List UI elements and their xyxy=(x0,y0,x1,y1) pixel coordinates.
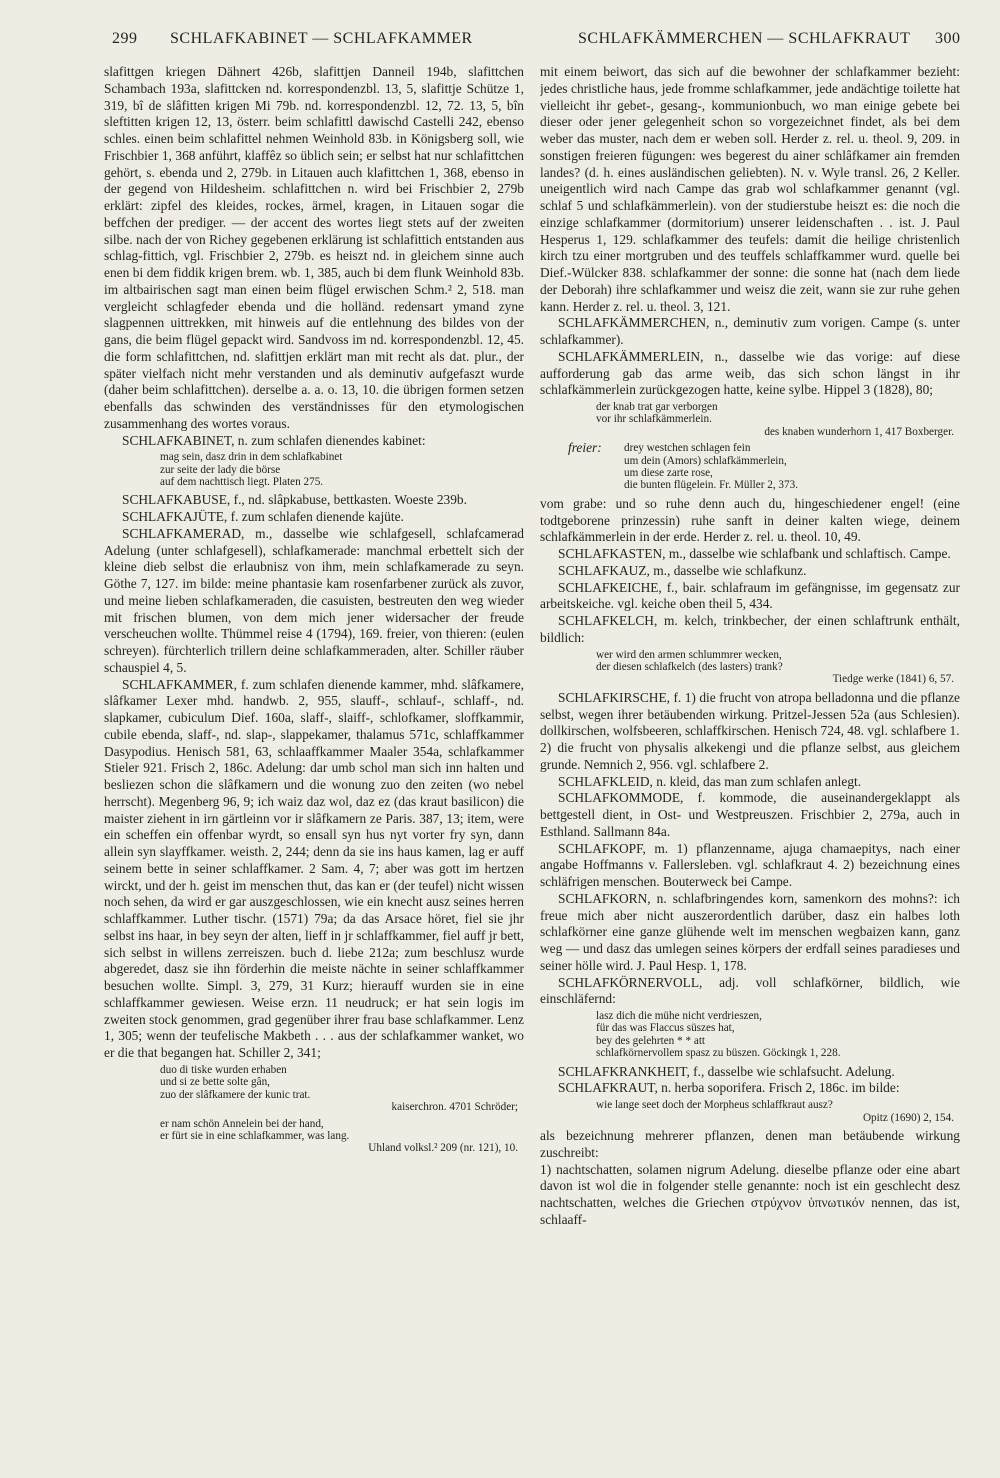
left-page-number: 299 xyxy=(112,30,138,47)
quote-line: wer wird den armen schlummrer wecken, xyxy=(596,648,782,661)
quote-line: duo di tiske wurden erhaben xyxy=(160,1063,287,1076)
entry-paragraph: vom grabe: und so ruhe denn auch du, hingeschiedener engel! (eine todtgeborene prinzessin) ruhe sanft in deiner kalten wiege, deinem schlafkämmerlein in der erde. Herder z. rel. u. theol. 10, 49. xyxy=(540,495,960,545)
quote-line: er nam schön Annelein bei der hand, xyxy=(160,1117,324,1130)
entry-paragraph: als bezeichnung mehrerer pflanzen, denen man betäubende wirkung zuschreibt: xyxy=(540,1128,960,1160)
quote-line: bey des gelehrten * * att xyxy=(596,1034,706,1047)
dictionary-entry: SCHLAFKELCH, m. kelch, trinkbecher, der einen schlaftrunk enthält, bildlich: xyxy=(540,613,960,645)
left-running-head: SCHLAFKABINET — SCHLAFKAMMER xyxy=(170,30,473,47)
quote-source: kaiserchron. 4701 Schröder; xyxy=(391,1101,518,1114)
quote-line: die bunten flügelein. Fr. Müller 2, 373. xyxy=(624,479,799,492)
dictionary-entry: SCHLAFKABUSE, f., nd. slâpkabuse, bettkasten. Woeste 239b. xyxy=(122,492,467,508)
dictionary-entry: SCHLAFKRANKHEIT, f., dasselbe wie schlafsucht. Adelung. xyxy=(558,1063,895,1079)
quote-label: freier: xyxy=(568,440,602,456)
page-header xyxy=(0,30,1000,54)
quote-line: wie lange seet doch der Morpheus schlaffkraut ausz? xyxy=(596,1099,833,1112)
dictionary-entry: SCHLAFKÄMMERCHEN, n., deminutiv zum vorigen. Campe (s. unter schlafkammer). xyxy=(540,315,960,347)
quote-source: Tiedge werke (1841) 6, 57. xyxy=(832,673,954,686)
verse-quote xyxy=(596,1099,960,1124)
dictionary-entry: SCHLAFKÄMMERLEIN, n., dasselbe wie das vorige: auf diese aufforderung gab das arme weib, das sich schon längst in ihr schlafkämmerlein zurückgezogen hatte, keine sylbe. Hippel 3 (1828), 80; xyxy=(540,348,960,398)
entry-paragraph: mit einem beiwort, das sich auf die bewohner der schlafkammer bezieht: jedes christliche haus, jede fromme schlafkammer, jede andächtige toilette hat vielleicht ihr gebet-, gesang-, kommunionbuch, wo man einige gebete bei dieser oder jener gelegenheit schon so vorgezeichnet findet, als bei dem weber das muster, nach dem er weben soll. Herder z. rel. u. theol. 9, 209. in sonstigen freieren fügungen: wes begerest du ainer schlâfkamer ain fremden landes? (d. h. eines ausländischen geliebten). N. v. Wyle transl. 26, 2 Keller. uneigentlich wird nach Campe das grab wol schlafkammer genannt (vgl. schlaf 5 und schlafkämmerlein). von der studierstube heiszt es: die noch die einzige schlafkammer (dormitorium) unserer leidenschaften . . ist. J. Paul Hesperus 1, 129. schlafkammer des teufels: damit die heilige christenlich kirch tzu einer mortgruben und des teuffels schlaffkammer wurd. quelle bei Dief.-Wülcker 838. schlafkammer der sonne: die sonne hat (nach dem liede der Deborah) ihre schlafkammer und weisz die zeit, wann sie zur ruhe gehen kann. Herder z. rel. u. theol. 3, 121. xyxy=(540,64,960,314)
dictionary-entry: SCHLAFKABINET, n. zum schlafen dienendes kabinet: xyxy=(122,432,426,448)
dictionary-entry: SCHLAFKOPF, m. 1) pflanzenname, ajuga chamaepitys, nach einer angabe Hoffmanns v. Fallersleben. vgl. schlafkraut 4. 2) bezeichnung eines schläfrigen menschen. Bouterweck bei Campe. xyxy=(540,840,960,890)
right-column xyxy=(540,64,960,1464)
quote-line: lasz dich die mühe nicht verdrieszen, xyxy=(596,1010,762,1023)
verse-quote xyxy=(160,451,524,488)
quote-line: für das was Flaccus süszes hat, xyxy=(596,1022,735,1035)
quote-source: Opitz (1690) 2, 154. xyxy=(862,1111,954,1124)
dictionary-entry: SCHLAFKOMMODE, f. kommode, die auseinandergeklappt als bettgestell dient, in Ost- und Westpreuszen. Frischbier 2, 279a, auch in Esthland. Sallmann 84a. xyxy=(540,790,960,839)
quote-line: vor ihr schlafkämmerlein. xyxy=(596,413,712,426)
verse-quote xyxy=(596,1010,960,1060)
verse-quote xyxy=(596,401,960,438)
quote-line: und si ze bette solte gân, xyxy=(160,1076,270,1089)
entry-paragraph: slafittgen kriegen Dähnert 426b, slafittjen Danneil 194b, slafittchen Schambach 193a, slafittcken nd. korrespondenzbl. 13, 5, slafittje Schütze 1, 319, bî de slâfitten krigen Mi 79b. nd. korrespondenzbl. 12, 72. 13, 5, bîn sleftitten krigen 12, 13, österr. beim schlafittl dawischd Castelli 242, ebenso schles. einen beim schlafittel nehmen Weinhold 83b. in Königsberg soll, wie Frischbier 1, 368 anführt, klaffêz so üblich sein; er selbst hat nur schlafittchen gehört, s. ebenda und 2, 279b. in Litauen auch klafittchen 1, 368, ebenso in der gegend von Hildesheim. schlafittchen n. wird bei Frischbier 2, 279b erklärt: zipfel des kleides, rockes, ärmel, kragen, in Litauen sogar die beffchen der prediger. — der accent des wortes liegt stets auf der zweiten silbe. nach der von Richey gegebenen erklärung ist schlafittich entstanden aus schlag-fittich, vgl. Frischbier 2, 279b. es heiszt nd. in gleichem sinne auch enen bi dem fiddik krigen brem. wb. 1, 385, auch bi dem flunk Weinhold 83b. im altbairischen sagt man einen beim flügel erwischen Schm.² 2, 518. man vergleicht schlagfeder ebenda und die holländ. redensart ymand zyne slagpennen uittrekken, mit hinweis auf die entlehnung des bildes von der gans, die beim flügel gepackt wird. Sandvoss im nd. korrespondenzbl. 12, 45. die form schlafittchen, nd. slafittjen erklärt man mit recht als dat. plur., der später vielfach nicht mehr verstanden und als deminutiv aufgefaszt wurde (daher beim schlafittchen). derselbe a. a. o. 13, 10. die übrigen formen setzen ebenfalls das schwinden des verständnisses für den etymologischen zusammenhang des wortes voraus. xyxy=(104,64,524,431)
quote-line: zur seite der lady die börse xyxy=(160,463,281,476)
quote-source: des knaben wunderhorn 1, 417 Boxberger. xyxy=(764,425,954,438)
dictionary-entry: SCHLAFKLEID, n. kleid, das man zum schlafen anlegt. xyxy=(558,773,862,789)
quote-line: zuo der slâfkamere der kunic trat. xyxy=(160,1088,311,1101)
dictionary-entry: SCHLAFKRAUT, n. herba soporifera. Frisch 2, 186c. im bilde: xyxy=(558,1080,900,1096)
quote-line: schlafkörnervollem spasz zu büszen. Göckingk 1, 228. xyxy=(596,1047,841,1060)
left-column xyxy=(104,64,524,1464)
dictionary-entry: SCHLAFKASTEN, m., dasselbe wie schlafbank und schlaftisch. Campe. xyxy=(558,546,951,562)
dictionary-entry: SCHLAFKORN, n. schlafbringendes korn, samenkorn des mohns?: ich freue mich aber nicht auszerordentlich darüber, dasz ein halbes loth schlafkörner eine ganze glühende welt im menschen wegbaizen kann, ganz weg — und dasz das umlegen seines körpers der erdfall seines paradieses und seiner hölle wird. J. Paul Hesp. 1, 178. xyxy=(540,890,960,973)
quote-line: der knab trat gar verborgen xyxy=(596,401,718,413)
dictionary-entry: SCHLAFKAJÜTE, f. zum schlafen dienende kajüte. xyxy=(122,509,404,525)
verse-quote xyxy=(160,1064,524,1114)
quote-line: er fürt sie in eine schlafkammer, was lang. xyxy=(160,1130,350,1142)
right-page-number: 300 xyxy=(935,30,961,47)
verse-quote xyxy=(596,649,960,686)
quote-line: auf dem nachttisch liegt. Platen 275. xyxy=(160,476,324,489)
dictionary-entry: SCHLAFKAMMER, f. zum schlafen dienende kammer, mhd. slâfkamere, slâfkamer Lexer mhd. handwb. 2, 955, slauff-, schlauf-, schlaff-, nd. slapkamer, cubiculum Dief. 160a, slaff-, slaiff-, schlofkamer, sloffkammir, cubile ebenda, slaff-, nd. slap-, slappekamer, thalamus 571c, schlaffkammer Dasypodius. Henisch 581, 63, schlaaffkammer Maaler 354a, schlafkammer Stieler 921. Frisch 2, 186c. Adelung: dar umb schol man sich inn halten und besliezen schon die slâfkamern und die wonung zuo den zeiten (wo nebel herrscht). Megenberg 96, 9; ich waiz daz wol, daz ez (das kraut basilicon) die maister ziehent in irn gärtleinn vor ir slâfkamern ze Paris. 387, 13; item, were ein scheffen ein offenbar wyrdt, so ensall syn hus nyt vorter fry syn, dann allein syn slayffkamer. weisth. 2, 244; denn da sie ins haus kamen, lag er auff seinem bette in seiner schlaffkamer. 2 Sam. 4, 7; aber was gott im hertzen wirckt, und der h. geist im menschen thut, das kan er (der teufel) nicht wissen noch sehen, da wird er gar auszgeschlossen, wie ein knecht ausz seines herren schlaffkammer. Luther tischr. (1571) 79a; da das Arsace höret, fiel sie jhr selbst ins haar, in bey seyn der alten, lieff in jr schlaffkammer, fiel auff jr bett, sich selbst in willens zerreiszen. buch d. liebe 212a; zum beschlusz wurde abgeredet, dasz sie ihn förderhin die meiste nächte in seiner schlaffkammer besuchen wollte. Simpl. 3, 279, 31 Kurz; hierauff wurden sie in eine schlaffkammer gewiesen. Weise erzn. 11 neudruck; er hat sein logis im zweiten stock genommen, grad gegenüber ihrer frau base schlafkammer. Lenz 1, 305; wenn der teufelische Makbeth . . . aus der schlafkammer wanket, wo er die that begangen hat. Schiller 2, 341; xyxy=(104,676,524,1061)
dictionary-entry: SCHLAFKAUZ, m., dasselbe wie schlafkunz. xyxy=(558,562,807,578)
entry-paragraph: 1) nachtschatten, solamen nigrum Adelung. dieselbe pflanze oder eine abart davon ist wol die in folgender stelle genannte: noch ist ein geschlecht desz nachtschatten, welches die Griechen στρύχνον ὑπνωτικόν nennen, das ist, schlaaff- xyxy=(540,1161,960,1227)
verse-quote xyxy=(568,440,960,492)
dictionary-entry: SCHLAFKEICHE, f., bair. schlafraum im gefängnisse, im gegensatz zur arbeitskeiche. vgl. keiche oben theil 5, 434. xyxy=(540,579,960,612)
quote-line: drey westchen schlagen fein xyxy=(624,442,751,455)
verse-quote xyxy=(160,1118,524,1155)
dictionary-entry: SCHLAFKIRSCHE, f. 1) die frucht von atropa belladonna und die pflanze selbst, wegen ihrer betäubenden wirkung. Pritzel-Jessen 52a (aus Schlesien). dollkirschen, wolfsbeeren, schlaffkirschen. Henisch 724, 48. vgl. schlafbere 1. xyxy=(540,689,960,739)
dictionary-entry: SCHLAFKÖRNERVOLL, adj. voll schlafkörner, bildlich, wie einschläfernd: xyxy=(540,974,960,1007)
quote-source: Uhland volksl.² 209 (nr. 121), 10. xyxy=(368,1142,518,1155)
quote-line: der diesen schlafkelch (des lasters) trank? xyxy=(596,661,783,673)
quote-line: mag sein, dasz drin in dem schlafkabinet xyxy=(160,451,343,464)
quote-line: um dein (Amors) schlafkämmerlein, xyxy=(624,454,787,467)
right-running-head: SCHLAFKÄMMERCHEN — SCHLAFKRAUT xyxy=(578,30,911,47)
dictionary-entry: SCHLAFKAMERAD, m., dasselbe wie schlafgesell, schlafcamerad Adelung (unter schlafgesell), schlafkamerade: manchmal erbettelt sich der kleine dieb selbst die erlaubnisz von ihm, mein schlafkamerade zu seyn. Göthe 7, 127. im bilde: meine phantasie kam rosenfarbener zurück als zuvor, und meine lieben schlafkameraden, die casuisten, bestreuten den weg wieder mit frischen blumen, von dem mich jener widersacher der freude verscheuchen wollte. Thümmel reise 4 (1794), 169. freier, von thieren: (eulen schreyen). fürchterlich trillern deine schlafkammeraden, alter. Schiller räuber schauspiel 4, 5. xyxy=(104,525,524,675)
entry-paragraph: 2) die frucht von physalis alkekengi und die pflanze selbst, aus gleichem grunde. Nemnich 2, 956. vgl. schlafbere 2. xyxy=(540,740,960,772)
quote-line: um diese zarte rose, xyxy=(624,467,713,480)
